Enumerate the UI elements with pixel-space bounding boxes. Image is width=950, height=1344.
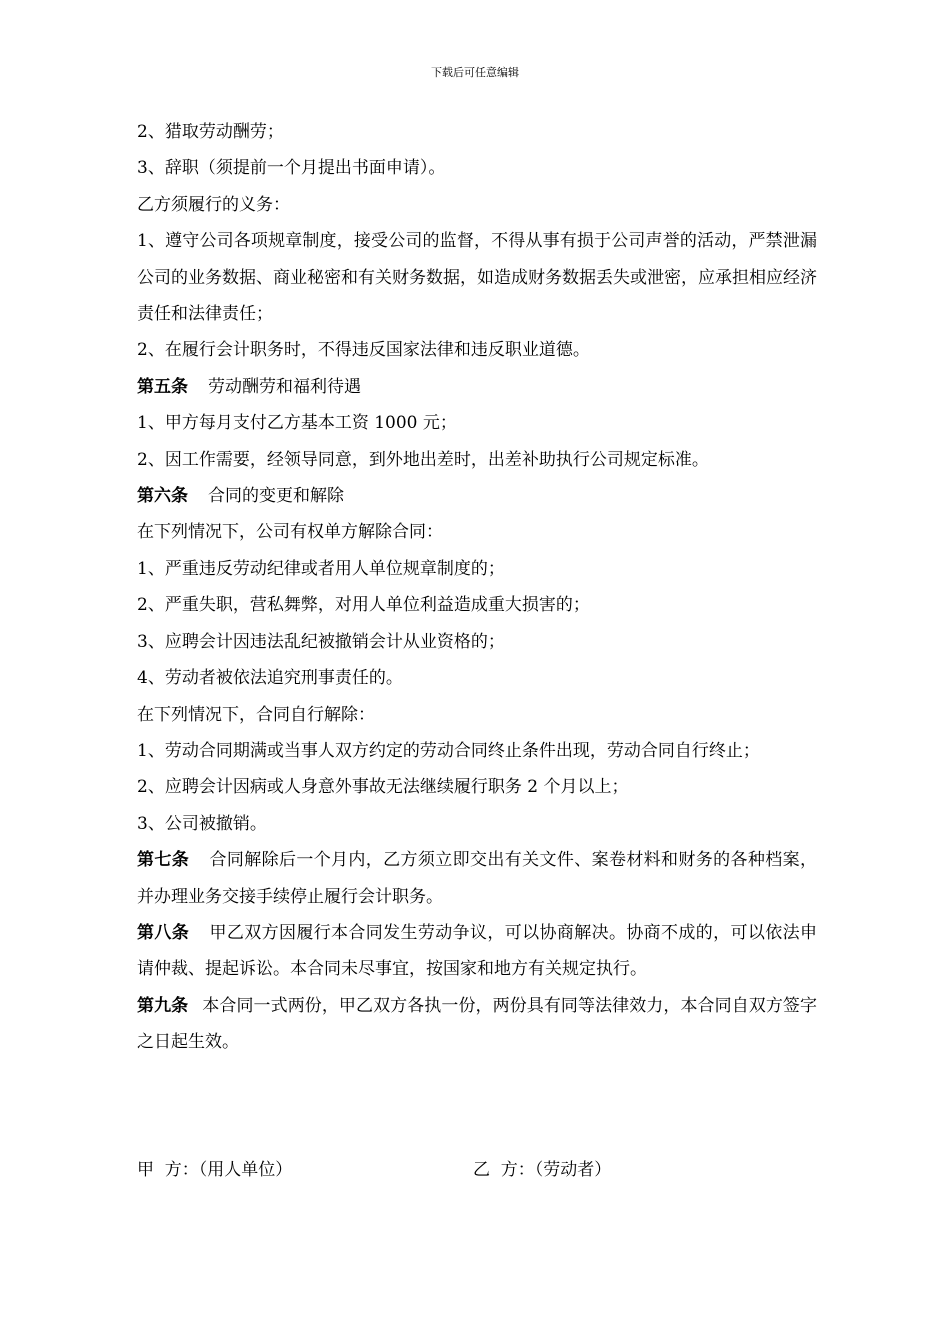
- obligations-heading: 乙方须履行的义务：: [137, 194, 290, 215]
- contract-body: [137, 114, 817, 1061]
- auto-termination-item-3: 3、公司被撤销。: [137, 813, 267, 834]
- article-5: [137, 369, 817, 405]
- article-5-title: 第五条: [137, 376, 188, 397]
- article-8-title: 第八条: [137, 922, 190, 943]
- article-8: [137, 915, 817, 988]
- termination-item-3: 3、应聘会计因违法乱纪被撤销会计从业资格的；: [137, 631, 505, 652]
- party-b-signature: 乙 方：（劳动者）: [473, 1160, 612, 1180]
- article-8-text: 甲乙双方因履行本合同发生劳动争议，可以协商解决。协商不成的，可以依法申请仲裁、提起诉讼。本合同未尽事宜，按国家和地方有关规定执行。: [137, 922, 818, 980]
- article-9: [137, 988, 817, 1061]
- article-9-title: 第九条: [137, 995, 189, 1016]
- salary-item-2: 2、因工作需要，经领导同意，到外地出差时，出差补助执行公司规定标准。: [137, 449, 709, 470]
- termination-heading: 在下列情况下，公司有权单方解除合同：: [137, 522, 443, 543]
- termination-item-4: 4、劳动者被依法追究刑事责任的。: [137, 668, 403, 689]
- article-7: [137, 842, 817, 915]
- article-7-text: 合同解除后一个月内，乙方须立即交出有关文件、案卷材料和财务的各种档案，并办理业务交接手续停止履行会计职务。: [137, 850, 818, 907]
- article-6-title: 第六条: [137, 486, 188, 507]
- party-a-signature: 甲 方：（用人单位）: [137, 1160, 293, 1180]
- article-6: [137, 478, 817, 514]
- article-5-text: 劳动酬劳和福利待遇: [208, 376, 361, 397]
- termination-item-1: 1、严重违反劳动纪律或者用人单位规章制度的；: [137, 558, 505, 579]
- obligation-item-2: 2、在履行会计职务时，不得违反国家法律和违反职业道德。: [137, 340, 590, 361]
- page-header: 下载后可任意编辑: [431, 66, 519, 79]
- article-6-text: 合同的变更和解除: [208, 486, 344, 507]
- salary-item-1: 1、甲方每月支付乙方基本工资 1000 元；: [137, 413, 457, 434]
- auto-termination-item-1: 1、劳动合同期满或当事人双方约定的劳动合同终止条件出现，劳动合同自行终止；: [137, 740, 760, 761]
- auto-termination-item-2: 2、应聘会计因病或人身意外事故无法继续履行职务 2 个月以上；: [137, 777, 629, 798]
- signature-line: [137, 1152, 817, 1188]
- article-9-text: 本合同一式两份，甲乙双方各执一份，两份具有同等法律效力，本合同自双方签字之日起生效。: [137, 995, 818, 1053]
- article-7-title: 第七条: [137, 850, 190, 871]
- right-item-3: 3、辞职（须提前一个月提出书面申请）。: [137, 158, 446, 179]
- obligation-item-1: 1、遵守公司各项规章制度，接受公司的监督，不得从事有损于公司声誉的活动，严禁泄漏公司的业务数据、商业秘密和有关财务数据，如造成财务数据丢失或泄密，应承担相应经济责任和法律责任；: [137, 231, 817, 325]
- right-item-2: 2、猎取劳动酬劳；: [137, 122, 284, 142]
- termination-item-2: 2、严重失职，营私舞弊，对用人单位利益造成重大损害的；: [137, 595, 590, 616]
- auto-termination-heading: 在下列情况下，合同自行解除：: [137, 704, 375, 725]
